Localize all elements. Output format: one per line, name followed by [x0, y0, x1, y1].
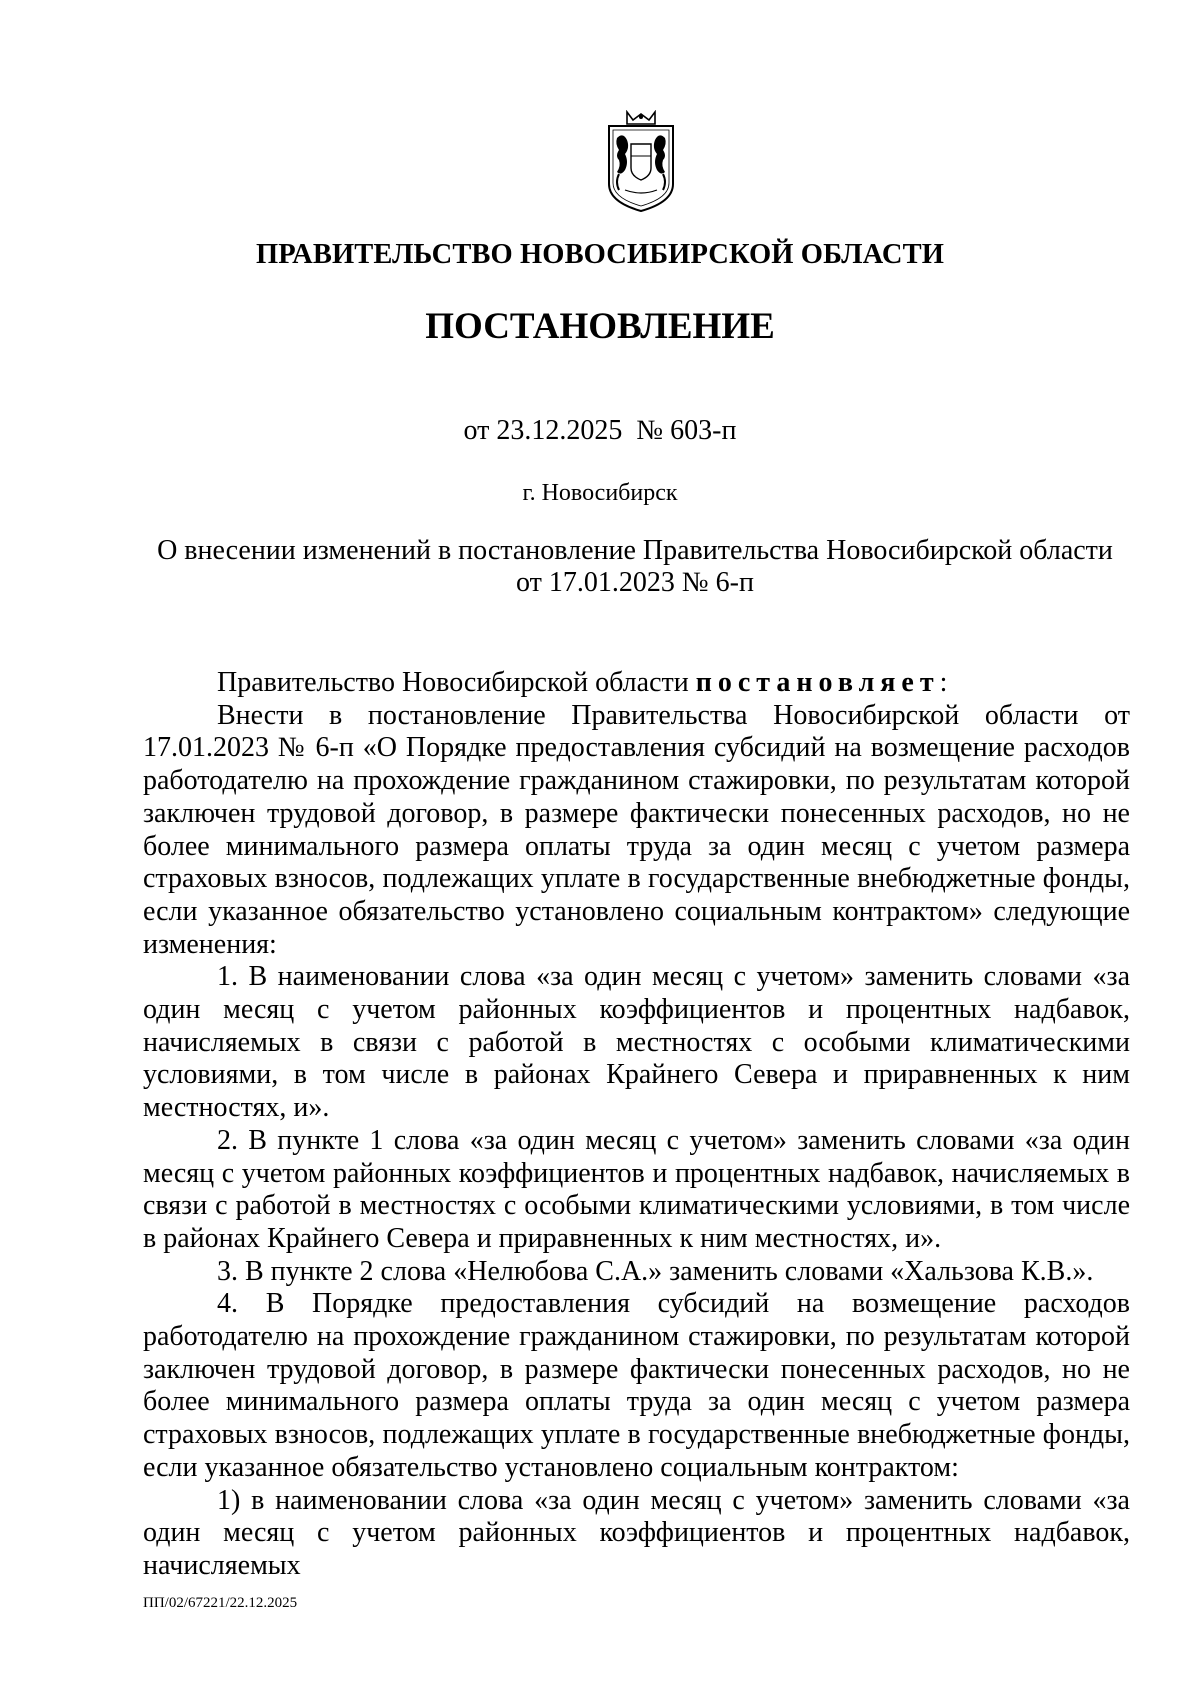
subject-line-1: О внесении изменений в постановление Правительства Новосибирской области [157, 535, 1113, 566]
document-code: ПП/02/67221/22.12.2025 [143, 1595, 298, 1611]
document-date: от 23.12.2025 [463, 415, 623, 446]
preamble-suffix: : [939, 667, 948, 698]
item-2-paragraph: 2. В пункте 1 слова «за один месяц с учетом» заменить словами «за один месяц с учетом районных коэффициентов и процентных надбавок, начисляемых в связи с работой в местностях с особыми климатическими условиями, в том числе в районах Крайнего Севера и приравненных к ним местностях, и». [143, 1124, 1130, 1254]
coat-of-arms-icon [603, 110, 679, 213]
document-subject [140, 535, 1130, 599]
preamble-prefix: Правительство Новосибирской области [217, 667, 689, 698]
item-3-paragraph: 3. В пункте 2 слова «Нелюбова С.А.» заменить словами «Хальзова К.В.». [217, 1255, 1094, 1287]
item-4-paragraph: 4. В Порядке предоставления субсидий на возмещение расходов работодателю на прохождение гражданином стажировки, по результатам которой заключен трудовой договор, в размере фактически понесенных расходов, но не более минимального размера оплаты труда за один месяц с учетом размера страховых взносов, подлежащих уплате в государственные внебюджетные фонды, если указанное обязательство установлено социальным контрактом: [143, 1288, 1130, 1483]
date-number-line [0, 412, 1200, 450]
preamble-keyword: постановляет [695, 667, 940, 698]
preamble-paragraph [143, 667, 1130, 700]
document-type: ПОСТАНОВЛЕНИЕ [425, 306, 775, 347]
subject-line-2: от 17.01.2023 № 6-п [516, 567, 754, 598]
document-number: № 603-п [636, 415, 737, 446]
city-name: г. Новосибирск [522, 480, 678, 506]
document-body [143, 667, 1130, 1583]
organization-title: ПРАВИТЕЛЬСТВО НОВОСИБИРСКОЙ ОБЛАСТИ [256, 239, 944, 270]
intro-paragraph: Внести в постановление Правительства Новосибирской области от 17.01.2023 № 6-п «О Порядке предоставления субсидий на возмещение расходов работодателю на прохождение гражданином стажировки, по результатам которой заключен трудовой договор, в размере фактически понесенных расходов, но не более минимального размера оплаты труда за один месяц с учетом размера страховых взносов, подлежащих уплате в государственные внебюджетные фонды, если указанное обязательство установлено социальным контрактом» следующие изменения: [143, 699, 1130, 960]
item-1-paragraph: 1. В наименовании слова «за один месяц с учетом» заменить словами «за один месяц с учетом районных коэффициентов и процентных надбавок, начисляемых в связи с работой в местностях с особыми климатическими условиями, в том числе в районах Крайнего Севера и приравненных к ним местностях, и». [143, 961, 1130, 1124]
item-4-1-paragraph: 1) в наименовании слова «за один месяц с учетом» заменить словами «за один месяц с учетом районных коэффициентов и процентных надбавок, начисляемых [143, 1484, 1130, 1581]
